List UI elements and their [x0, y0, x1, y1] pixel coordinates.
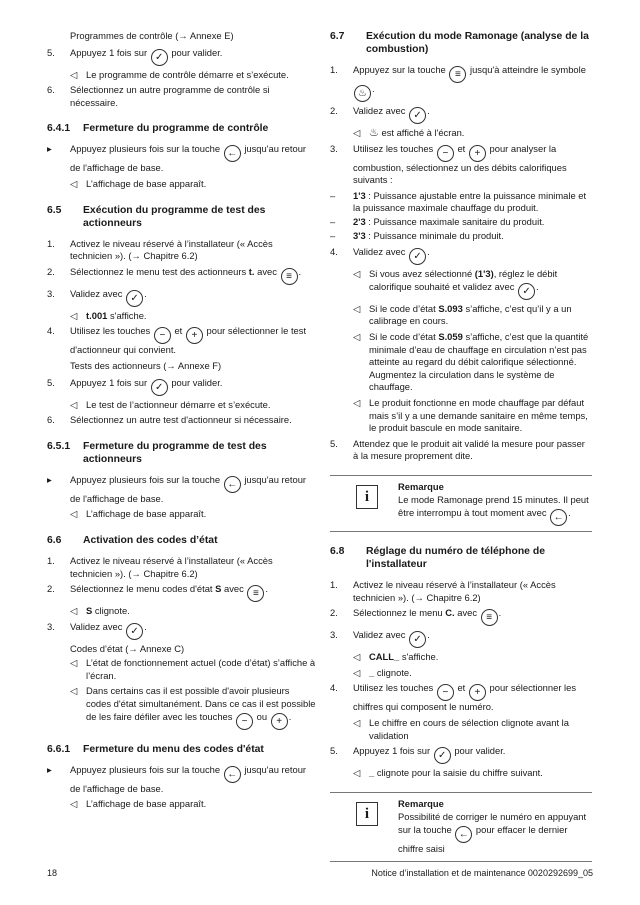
ok-icon: ✓ [126, 290, 143, 307]
step: 1. Appuyez sur la touche ≡ jusqu'à atteindre le symbole ♨ . [330, 64, 592, 102]
ok-icon: ✓ [409, 631, 426, 648]
ok-icon: ✓ [151, 379, 168, 396]
ok-icon: ✓ [518, 283, 535, 300]
step: 5. Appuyez 1 fois sur ✓ pour valider. [47, 47, 317, 66]
result: ◁ Dans certains cas il est possible d'avoir plusieurs codes d'état simultanément. Dans ce cas il est possible de les faire défiler avec les touches − ou + . [70, 685, 317, 729]
heading-6-8: 6.8 Réglage du numéro de téléphone de l'installateur [330, 546, 545, 571]
result: ◁ t.001 s'affiche. [70, 309, 147, 321]
note-box: i Remarque Le mode Ramonage prend 15 minutes. Il peut être interrompu à tout moment avec ← . [330, 475, 592, 532]
result-icon: ◁ [353, 717, 361, 729]
result-icon: ◁ [70, 798, 78, 810]
back-icon: ← [455, 826, 472, 843]
step: 6. Sélectionnez un autre test d'actionneur si nécessaire. [47, 414, 292, 426]
menu-icon: ≡ [481, 609, 498, 626]
step: 4. Utilisez les touches − et + pour sélectionner les chiffres qui composent le numéro. [330, 682, 577, 713]
heading-6-6: 6.6 Activation des codes d’état [47, 534, 218, 546]
bullet-step: ▸ Appuyez plusieurs fois sur la touche ← jusqu'au retour de l'affichage de base. [47, 763, 307, 794]
back-icon: ← [550, 509, 567, 526]
menu-icon: ≡ [247, 585, 264, 602]
result: ◁ L’affichage de base apparaît. [70, 177, 207, 189]
result-icon: ◁ [353, 268, 361, 280]
result-icon: ◁ [70, 685, 78, 697]
step: 2. Sélectionnez le menu test des actionneurs t. avec ≡ . [47, 266, 317, 285]
minus-icon: − [437, 684, 454, 701]
result: ◁ S clignote. [70, 605, 130, 617]
step: 3. Utilisez les touches − et + pour analyser la combustion, sélectionnez un des débits calorifiques suivants : [330, 142, 567, 186]
result: ◁ L’affichage de base apparaît. [70, 508, 207, 520]
step: 6. Sélectionnez un autre programme de contrôle si nécessaire. [47, 84, 270, 108]
page-number: 18 [47, 868, 58, 878]
ok-icon: ✓ [409, 107, 426, 124]
result: ◁ Si vous avez sélectionné (1'3), réglez le débit calorifique souhaité et validez avec ✓ . [353, 268, 592, 300]
result-icon: ◁ [353, 396, 361, 408]
ok-icon: ✓ [126, 623, 143, 640]
back-icon: ← [224, 145, 241, 162]
chimney-sweep-icon: ♨ [354, 85, 371, 102]
step: 3. Validez avec ✓ . [47, 288, 317, 307]
heading-6-5: 6.5 Exécution du programme de test des actionneurs [47, 204, 266, 229]
result: ◁ L’état de fonctionnement actuel (code d’état) s’affiche à l’écran. [70, 657, 316, 681]
result-icon: ◁ [70, 657, 78, 669]
right-column [330, 30, 592, 872]
result: ◁ _ clignote pour la saisie du chiffre suivant. [353, 767, 543, 779]
result-icon: ◁ [70, 309, 78, 321]
arrow-icon: ▸ [47, 763, 52, 775]
step: 5. Attendez que le produit ait validé la mesure pour passer à la mesure proprement dite. [330, 437, 585, 462]
result: ◁ CALL_ s'affiche. [353, 651, 439, 663]
option-item: – 2'3 : Puissance maximale sanitaire du produit. [330, 215, 545, 227]
plus-icon: + [271, 713, 288, 730]
result-icon: ◁ [70, 398, 78, 410]
menu-icon: ≡ [449, 66, 466, 83]
result-icon: ◁ [353, 330, 361, 342]
step: 2. Sélectionnez le menu codes d'état S avec ≡ . [47, 583, 317, 602]
option-item: – 1'3 : Puissance ajustable entre la puissance minimale et la puissance maximale chauffage du produit. [330, 189, 587, 214]
arrow-icon: ▸ [47, 143, 52, 155]
result-icon: ◁ [70, 68, 78, 80]
heading-6-5-1: 6.5.1 Fermeture du programme de test des actionneurs [47, 440, 267, 465]
step: 5. Appuyez 1 fois sur ✓ pour valider. [330, 745, 592, 764]
result-icon: ◁ [353, 302, 361, 314]
result: ◁ Si le code d’état S.059 s’affiche, c’est que la quantité minimale d’eau de chauffage en circulation n’est pas atteinte au regard du débit calorifique sélectionné. Augmentez la circulation dans le système de chauffage. [353, 330, 589, 393]
note-box: i Remarque Possibilité de corriger le numéro en appuyant sur la touche ← pour effacer le dernier chiffre saisi [330, 792, 592, 862]
bullet-step: ▸ Appuyez plusieurs fois sur la touche ← jusqu'au retour de l'affichage de base. [47, 143, 307, 174]
minus-icon: − [154, 327, 171, 344]
result-icon: ◁ [353, 127, 361, 138]
plus-icon: + [469, 684, 486, 701]
step: 3. Validez avec ✓ . [47, 621, 317, 640]
minus-icon: − [437, 145, 454, 162]
chimney-sweep-symbol-icon: ♨ [369, 127, 379, 139]
ok-icon: ✓ [151, 49, 168, 66]
step: 2. Sélectionnez le menu C. avec ≡ . [330, 607, 592, 626]
option-item: – 3'3 : Puissance minimale du produit. [330, 229, 504, 241]
step: 1. Activez le niveau réservé à l’installateur (« Accès technicien »). (→ Chapitre 6.2) [330, 579, 556, 603]
step: 1. Activez le niveau réservé à l’installateur (« Accès technicien »). (→ Chapitre 6.2) [47, 237, 273, 262]
document-reference: Notice d’installation et de maintenance 0020292699_05 [371, 868, 593, 878]
result: ◁ Le produit fonctionne en mode chauffage par défaut mais s’il y a une demande sanitaire en même temps, le produit bascule en mode sanitaire. [353, 396, 588, 434]
minus-icon: − [236, 713, 253, 730]
result-icon: ◁ [70, 605, 78, 617]
plus-icon: + [469, 145, 486, 162]
menu-icon: ≡ [281, 268, 298, 285]
step: 5. Appuyez 1 fois sur ✓ pour valider. [47, 377, 317, 396]
info-icon: i [356, 485, 378, 509]
step: 4. Validez avec ✓ . [330, 246, 592, 265]
heading-6-6-1: 6.6.1 Fermeture du menu des codes d'état [47, 743, 264, 755]
step: 1. Activez le niveau réservé à l’installateur (« Accès technicien »). (→ Chapitre 6.2) [47, 554, 273, 579]
step: 3. Validez avec ✓ . [330, 629, 592, 648]
note-title: Remarque [398, 797, 444, 809]
result: ◁ ♨ est affiché à l'écran. [353, 127, 465, 139]
result-icon: ◁ [353, 651, 361, 663]
result-icon: ◁ [353, 767, 361, 779]
heading-6-4-1: 6.4.1 Fermeture du programme de contrôle [47, 123, 269, 135]
result: ◁ _ clignote. [353, 666, 412, 678]
heading-6-7: 6.7 Exécution du mode Ramonage (analyse de la combustion) [330, 31, 589, 55]
step: 2. Validez avec ✓ . [330, 105, 592, 124]
bullet-step: ▸ Appuyez plusieurs fois sur la touche ← jusqu'au retour de l'affichage de base. [47, 473, 307, 504]
plus-icon: + [186, 327, 203, 344]
result-icon: ◁ [70, 177, 78, 189]
note-title: Remarque [398, 480, 444, 492]
back-icon: ← [224, 766, 241, 783]
reference-text: Tests des actionneurs (→ Annexe F) [70, 359, 222, 371]
result: ◁ Le programme de contrôle démarre et s’exécute. [70, 68, 289, 80]
ok-icon: ✓ [409, 248, 426, 265]
result: ◁ Si le code d’état S.093 s’affiche, c’est qu’il y a un calibrage en cours. [353, 302, 572, 327]
result: ◁ Le test de l’actionneur démarre et s’exécute. [70, 398, 271, 410]
info-icon: i [356, 802, 378, 826]
left-column [47, 30, 317, 814]
ok-icon: ✓ [434, 747, 451, 764]
result-icon: ◁ [70, 508, 78, 520]
step: 4. Utilisez les touches − et + pour sélectionner le test d'actionneur qui convient. [47, 325, 307, 356]
back-icon: ← [224, 476, 241, 493]
reference-text: Codes d’état (→ Annexe C) [70, 642, 185, 654]
result: ◁ L’affichage de base apparaît. [70, 798, 207, 810]
arrow-icon: ▸ [47, 473, 52, 485]
intro-text: Programmes de contrôle (→ Annexe E) [70, 30, 234, 41]
result-icon: ◁ [353, 666, 361, 678]
result: ◁ Le chiffre en cours de sélection clignote avant la validation [353, 717, 569, 741]
